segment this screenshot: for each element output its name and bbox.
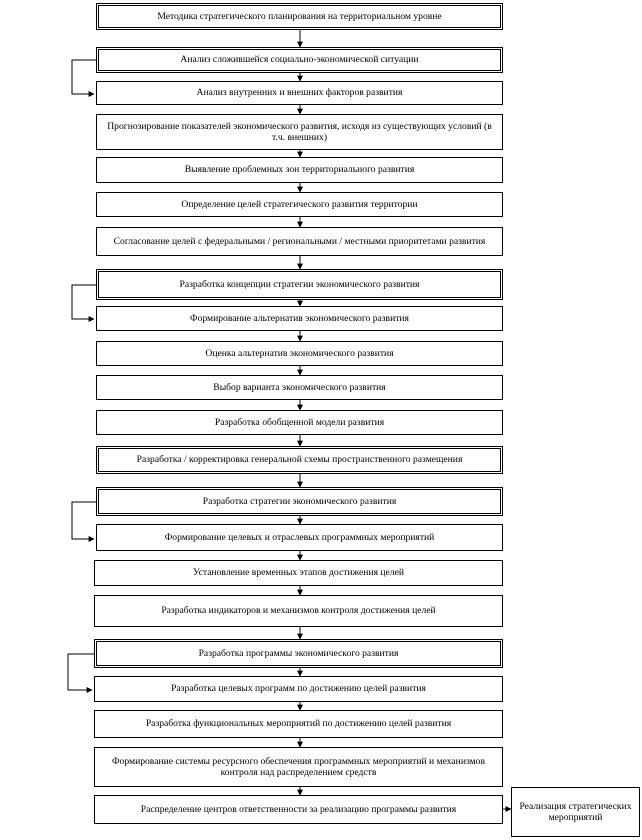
step-choose-variant: Выбор варианта экономического развития (96, 375, 503, 400)
loop-18-19 (68, 654, 94, 690)
step-functional-measures: Разработка функциональных мероприятий по достижению целей развития (94, 710, 503, 738)
loop-8-9 (72, 285, 96, 319)
step-develop-program: Разработка программы экономического развития (94, 639, 503, 668)
step-form-alternatives: Формирование альтернатив экономического развития (96, 306, 503, 331)
step-general-model: Разработка обобщенной модели развития (96, 410, 503, 435)
step-resource-system: Формирование системы ресурсного обеспечения программных мероприятий и механизмов контроля над распределением средств (94, 747, 503, 787)
step-implementation: Реализация стратегических мероприятий (511, 787, 640, 837)
step-analysis-situation: Анализ сложившейся социально-экономической ситуации (96, 47, 503, 73)
step-develop-strategy: Разработка стратегии экономического развития (96, 487, 503, 516)
loop-2-3 (72, 60, 96, 94)
step-responsibility-centers: Распределение центров ответственности за реализацию программы развития (94, 795, 503, 824)
loop-14-15 (72, 502, 96, 539)
step-forecasting: Прогнозирование показателей экономического развития, исходя из существующих условий (в т.ч. внешних) (96, 114, 503, 150)
step-strategy-concept: Разработка концепции стратегии экономического развития (96, 269, 503, 300)
step-spatial-scheme: Разработка / корректировка генеральной схемы пространственного размещения (96, 446, 503, 474)
step-indicators: Разработка индикаторов и механизмов контроля достижения целей (94, 595, 503, 627)
step-time-stages: Установление временных этапов достижения целей (94, 560, 503, 586)
step-define-goals: Определение целей стратегического развития территории (96, 192, 503, 217)
step-program-measures: Формирование целевых и отраслевых программных мероприятий (96, 524, 503, 551)
step-target-programs: Разработка целевых программ по достижению целей развития (94, 676, 503, 702)
step-align-goals: Согласование целей с федеральными / региональными / местными приоритетами развития (96, 227, 503, 256)
step-evaluate-alternatives: Оценка альтернатив экономического развития (96, 341, 503, 366)
step-analysis-factors: Анализ внутренних и внешних факторов развития (96, 81, 503, 105)
step-methodology: Методика стратегического планирования на территориальном уровне (96, 3, 503, 30)
step-problem-zones: Выявление проблемных зон территориального развития (96, 157, 503, 183)
